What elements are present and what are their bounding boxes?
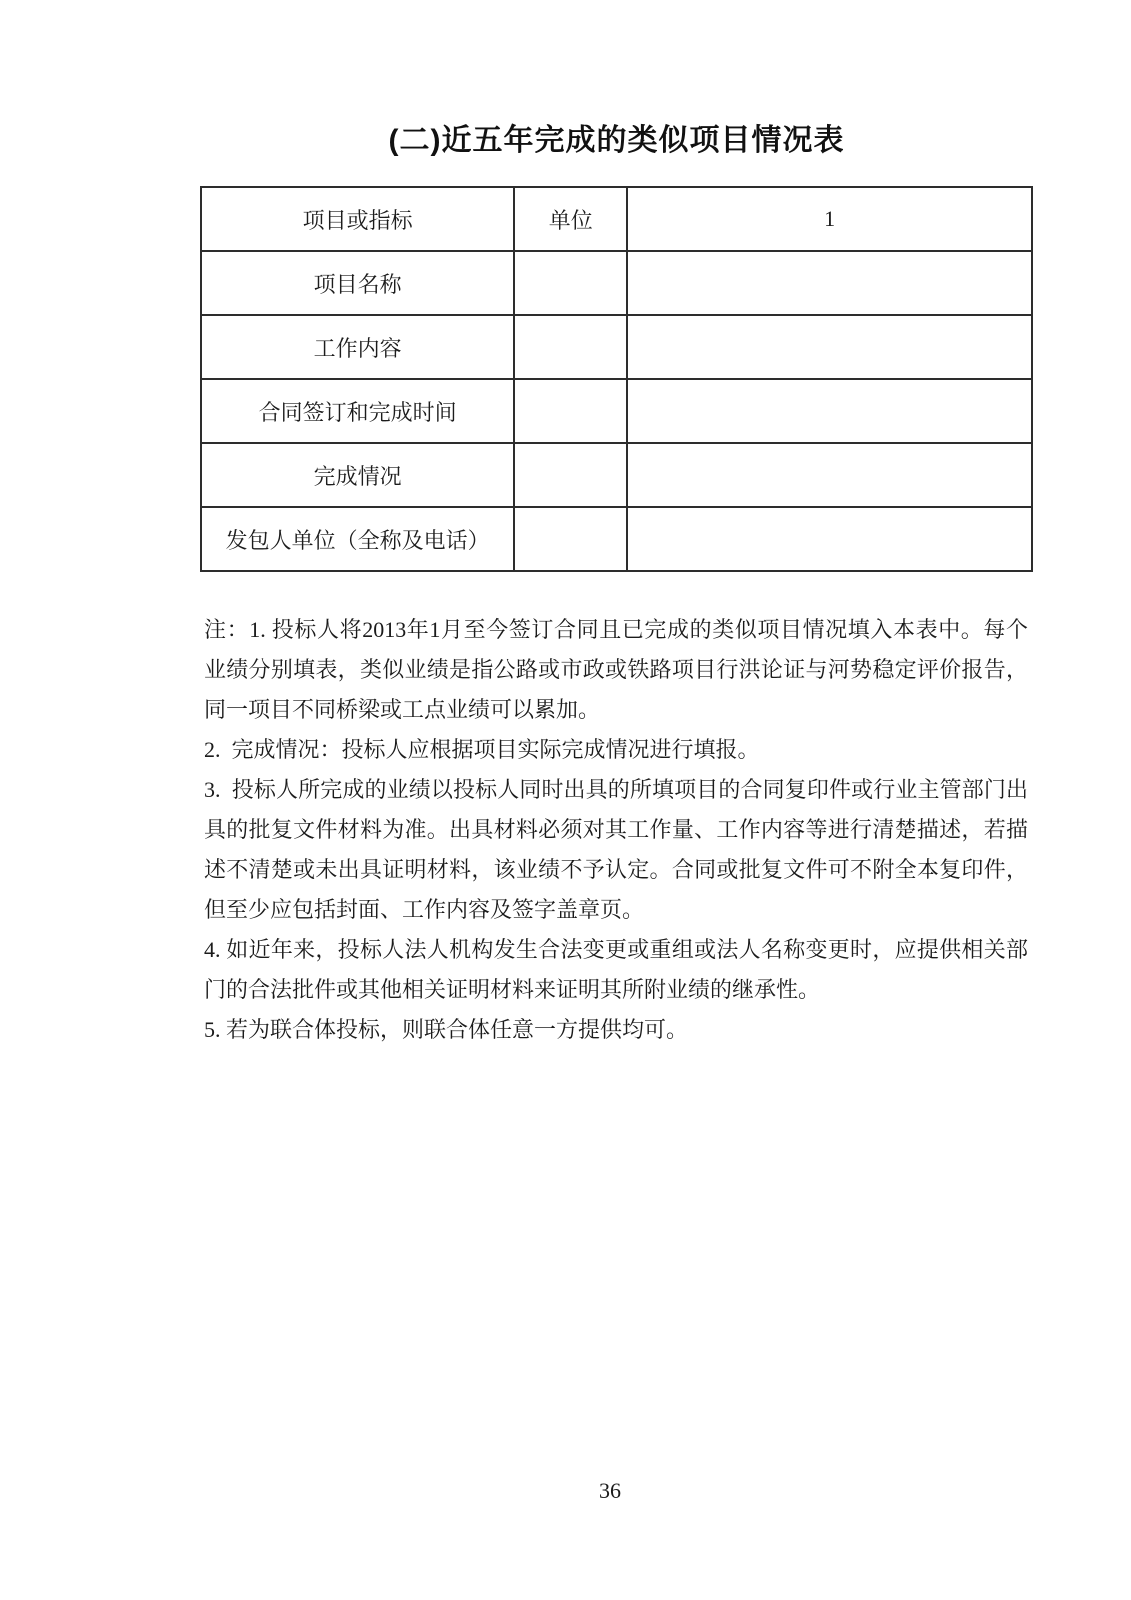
value-cell-empty	[627, 379, 1032, 443]
header-unit-cell: 单位	[514, 187, 627, 251]
table-row	[201, 443, 1032, 507]
unit-cell-empty	[514, 379, 627, 443]
unit-cell-empty	[514, 315, 627, 379]
value-cell-empty	[627, 315, 1032, 379]
unit-cell-empty	[514, 507, 627, 571]
note-paragraph-2: 2. 完成情况：投标人应根据项目实际完成情况进行填报。	[204, 737, 760, 762]
value-cell-empty	[627, 251, 1032, 315]
similar-projects-table	[200, 186, 1033, 572]
note-paragraph-4: 4. 如近年来，投标人法人机构发生合法变更或重组或法人名称变更时，应提供相关部门的合法批件或其他相关证明材料来证明其所附业绩的继承性。	[204, 937, 1028, 1002]
note-paragraph-5: 5. 若为联合体投标，则联合体任意一方提供均可。	[204, 1017, 689, 1042]
table-row	[201, 315, 1032, 379]
unit-cell-empty	[514, 443, 627, 507]
table-header-row	[201, 187, 1032, 251]
row-label-cell: 工作内容	[201, 315, 514, 379]
page-number: 36	[599, 1478, 621, 1503]
header-label-cell: 项目或指标	[201, 187, 514, 251]
header-index-cell: 1	[627, 187, 1032, 251]
value-cell-empty	[627, 507, 1032, 571]
note-paragraph-1: 注：1. 投标人将2013年1月至今签订合同且已完成的类似项目情况填入本表中。每个业绩分别填表，类似业绩是指公路或市政或铁路项目行洪论证与河势稳定评价报告，同一项目不同桥梁或工点业绩可以累加。	[204, 617, 1028, 722]
table-row	[201, 251, 1032, 315]
unit-cell-empty	[514, 251, 627, 315]
page-title: (二)近五年完成的类似项目情况表	[388, 124, 845, 157]
row-label-cell: 项目名称	[201, 251, 514, 315]
row-label-cell: 完成情况	[201, 443, 514, 507]
note-paragraph-3: 3. 投标人所完成的业绩以投标人同时出具的所填项目的合同复印件或行业主管部门出具的批复文件材料为准。出具材料必须对其工作量、工作内容等进行清楚描述，若描述不清楚或未出具证明材料，该业绩不予认定。合同或批复文件可不附全本复印件，但至少应包括封面、工作内容及签字盖章页。	[204, 777, 1028, 922]
value-cell-empty	[627, 443, 1032, 507]
notes-section	[204, 610, 1028, 1050]
table-row	[201, 379, 1032, 443]
row-label-cell: 合同签订和完成时间	[201, 379, 514, 443]
row-label-cell: 发包人单位（全称及电话）	[201, 507, 514, 571]
table-row	[201, 507, 1032, 571]
